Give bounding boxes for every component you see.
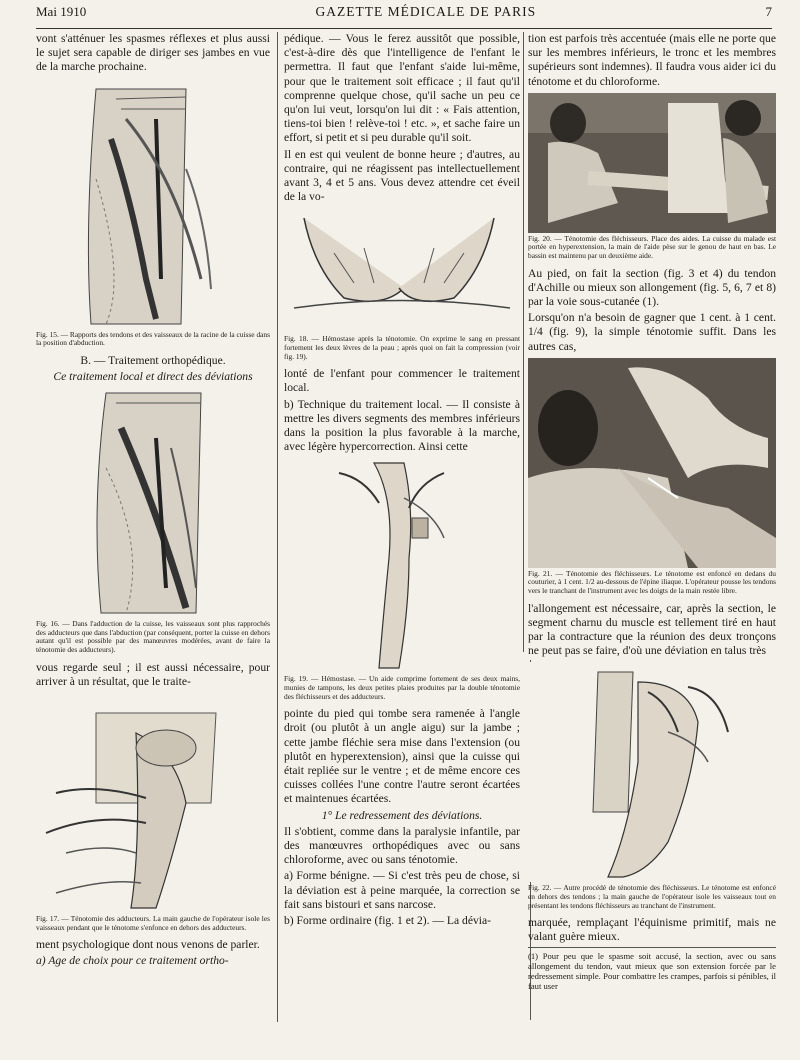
column-1 bbox=[36, 32, 270, 971]
col2-paragraph-4: b) Technique du traitement local. — Il consiste à mettre les divers segments des membres inférieurs dans la position la plus favorable à la marche, avec légère hypercorrection. Ainsi cette bbox=[284, 397, 520, 454]
col1-paragraph-3: ment psychologique dont nous venons de parler. bbox=[36, 938, 260, 952]
col2-paragraph-5: pointe du pied qui tombe sera ramenée à l'angle droit (ou plutôt à un angle aigu) sur la jambe ; cette jambe fléchie sera mise dans l'extension (ou plutôt en hyperextension), ainsi que la cuisse qui était repliée sur le ventre ; et de même encore ces cuisses collées l'une contre l'autre seront écartées et maintenues écartées. bbox=[284, 707, 520, 806]
figure-18-drawing bbox=[284, 208, 520, 333]
figure-22-caption: Fig. 22. — Autre procédé de ténotomie des fléchisseurs. Le ténotome est enfoncé en dehors des tendons ; la main gauche de l'opérateur isole les vaisseaux tout en présentant les tendons fléchisseurs au tranchant de l'instrument. bbox=[528, 883, 776, 910]
col1-paragraph-4: a) Age de choix pour ce traitement ortho- bbox=[36, 954, 229, 968]
col2-paragraph-8: b) Forme ordinaire (fig. 1 et 2). — La dévia- bbox=[284, 914, 492, 928]
col1-paragraph-1: vont s'atténuer les spasmes réflexes et plus aussi le sujet sera capable de diriger ses jambes en vue de la marche prochaine. bbox=[36, 32, 270, 74]
column-rule-right-upper bbox=[523, 32, 524, 652]
section-1-heading: 1° Le redressement des déviations. bbox=[321, 808, 483, 822]
col2-paragraph-6: Il s'obtient, comme dans la paralysie infantile, par des manœuvres orthopédiques avec ou sans chloroforme, avec ou sans ténotomie. bbox=[284, 824, 520, 867]
col3-paragraph-1: tion est parfois très accentuée (mais elle ne porte que sur les membres inférieurs, le tronc et les membres supérieurs sont indemnes). Il faudra vous aider ici du ténotome et du chloroforme. bbox=[528, 32, 776, 88]
column-2 bbox=[284, 32, 520, 930]
figure-22-drawing bbox=[528, 662, 776, 882]
col3-paragraph-2: Au pied, on fait la section (fig. 3 et 4) du tendon d'Achille ou mieux son allongement (fig. 5, 6, 7 et 8) par la voie sous-cutanée (1). bbox=[528, 266, 776, 308]
journal-title: GAZETTE MÉDICALE DE PARIS bbox=[315, 4, 537, 19]
col1-paragraph-2: vous regarde seul ; il est aussi nécessaire, pour arriver à un résultat, que le traite- bbox=[36, 660, 270, 688]
figure-16-caption: Fig. 16. — Dans l'adduction de la cuisse, les vaisseaux sont plus rapprochés des adducteurs que dans l'abduction (par conséquent, porter la cuisse en dehors autant qu'il est possible par des manœuvres modérées, avant de faire la ténotomie des adducteurs). bbox=[36, 619, 270, 654]
page-header bbox=[36, 4, 772, 29]
figure-19 bbox=[284, 458, 520, 701]
figure-20-photo bbox=[528, 93, 776, 233]
col3-paragraph-4: l'allongement est nécessaire, car, après la section, le segment charnu du muscle est tellement tiré en haut par la contracture que la réunion des deux tronçons ne peut pas se faire, d'où une déviation en talus très bbox=[528, 601, 776, 658]
col2-paragraph-1: pédique. — Vous le ferez aussitôt que possible, c'est-à-dire dès que l'intelligence de l'enfant le permettra. Il faut que l'enfant s'aide lui-même, pour que le traitement soit efficace ; il faut qu'il comprenne quelque chose, qu'il sache un peu ce qu'on lui veut, lorsqu'on lui dit : « Fais attention, tiens-toi bien ! relève-toi ! etc. », et sache faire un effort, si petit et si peu durable qu'il soit. bbox=[284, 32, 520, 145]
figure-20-caption: Fig. 20. — Ténotomie des fléchisseurs. Place des aides. La cuisse du malade est portée en hyperextension, la main de l'aide pèse sur le genou de haut en bas. Le bassin est maintenu par un deuxième aide. bbox=[528, 233, 776, 260]
column-3 bbox=[528, 32, 776, 993]
figure-21-photo bbox=[528, 358, 776, 568]
header-date: Mai 1910 bbox=[36, 4, 87, 19]
figure-18-caption: Fig. 18. — Hémostase après la ténotomie. On exprime le sang en pressant fortement les deux lèvres de la peau ; après quoi on fait la compression (voir fig. 19). bbox=[284, 334, 520, 361]
figure-15-caption: Fig. 15. — Rapports des tendons et des vaisseaux de la racine de la cuisse dans la position d'abduction. bbox=[36, 329, 270, 348]
section-b-subheading: Ce traitement local et direct des déviations bbox=[53, 370, 253, 383]
footnote-1: (1) Pour peu que le spasme soit accusé, la section, avec ou sans allongement du tendon, vaut mieux que son extension forcée par le redressement simple. Pour combattre les crampes, parfois si pénibles, il faut user bbox=[528, 947, 776, 992]
figure-19-drawing bbox=[284, 458, 520, 673]
col2-paragraph-7: a) Forme bénigne. — Si c'est très peu de chose, si la déviation est à peine marquée, la correction se fait sans bistouri et sans narcose. bbox=[284, 869, 520, 911]
figure-21 bbox=[528, 358, 776, 596]
col2-paragraph-3: lonté de l'enfant pour commencer le traitement local. bbox=[284, 367, 520, 395]
figure-15 bbox=[36, 79, 270, 348]
figure-16-drawing bbox=[36, 388, 270, 618]
col3-paragraph-3: Lorsqu'on n'a besoin de gagner que 1 cent. à 1 cent. 1/4 (fig. 9), la simple ténotomie suffit. Dans les autres cas, bbox=[528, 311, 776, 353]
figure-17-drawing bbox=[36, 693, 270, 913]
figure-21-caption: Fig. 21. — Ténotomie des fléchisseurs. Le ténotome est enfoncé en dedans du couturier, à 1 cent. 1/2 au-dessous de l'épine iliaque. L'opérateur pousse les tendons vers le tranchant de l'instrument avec les doigts de la main restée libre. bbox=[528, 568, 776, 595]
figure-20 bbox=[528, 93, 776, 261]
figure-18 bbox=[284, 208, 520, 361]
figure-17-caption: Fig. 17. — Ténotomie des adducteurs. La main gauche de l'opérateur isole les vaisseaux pendant que le ténotome s'enfonce en dehors des adducteurs. bbox=[36, 913, 270, 932]
column-rule-left bbox=[277, 32, 278, 1022]
col3-paragraph-5: marquée, remplaçant l'équinisme primitif, mais ne valant guère mieux. bbox=[528, 916, 776, 944]
figure-15-drawing bbox=[36, 79, 270, 329]
col2-paragraph-2: Il en est qui veulent de bonne heure ; d'autres, au contraire, qui ne réagissent pas intellectuellement avant 3, 4 et 5 ans. Vous devez attendre cet éveil de la vo- bbox=[284, 147, 520, 204]
figure-22 bbox=[528, 662, 776, 910]
figure-17 bbox=[36, 693, 270, 932]
section-b-heading: B. — Traitement orthopédique. bbox=[80, 353, 226, 367]
figure-16 bbox=[36, 388, 270, 654]
figure-19-caption: Fig. 19. — Hémostase. — Un aide comprime fortement de ses deux mains, munies de tampons, les deux petites plaies produites par la double ténotomie des fléchisseurs et des adducteurs. bbox=[284, 674, 520, 701]
page-number: 7 bbox=[765, 4, 772, 19]
